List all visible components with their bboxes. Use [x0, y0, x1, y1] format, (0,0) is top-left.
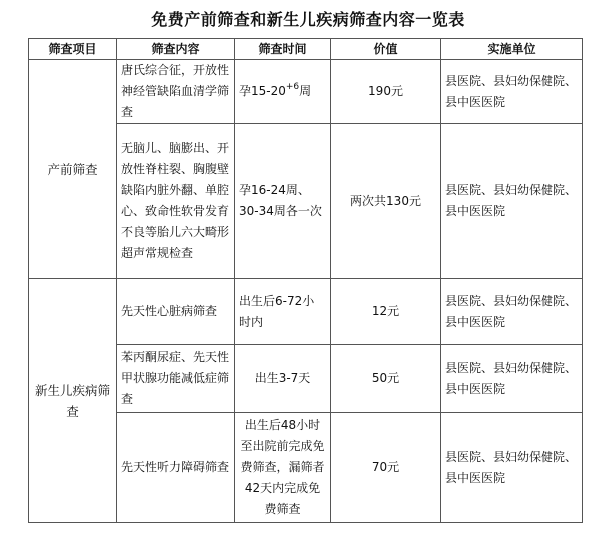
table-row	[29, 279, 583, 345]
document-title: 免费产前筛查和新生儿疾病筛查内容一览表	[151, 10, 465, 29]
screening-value: 190元	[331, 60, 441, 124]
implementing-unit: 县医院、县妇幼保健院、县中医医院	[441, 413, 583, 523]
screening-time: 孕16-24周、30-34周各一次	[235, 124, 331, 279]
implementing-unit: 县医院、县妇幼保健院、县中医医院	[441, 124, 583, 279]
header-content: 筛查内容	[117, 39, 235, 60]
screening-value: 50元	[331, 345, 441, 413]
header-row	[29, 39, 583, 60]
implementing-unit: 县医院、县妇幼保健院、县中医医院	[441, 60, 583, 124]
group-name-prenatal: 产前筛查	[29, 60, 117, 279]
screening-content: 苯丙酮尿症、先天性甲状腺功能减低症筛查	[117, 345, 235, 413]
screening-time	[235, 60, 331, 124]
screening-time: 出生后48小时至出院前完成免费筛查，漏筛者42天内完成免费筛查	[235, 413, 331, 523]
header-value: 价值	[331, 39, 441, 60]
screening-content: 唐氏综合征，开放性神经管缺陷血清学筛查	[117, 60, 235, 124]
screening-value: 12元	[331, 279, 441, 345]
screening-value: 两次共130元	[331, 124, 441, 279]
time-superscript: +6	[285, 82, 300, 92]
screening-content: 先天性心脏病筛查	[117, 279, 235, 345]
screening-time: 出生3-7天	[235, 345, 331, 413]
time-suffix: 周	[299, 84, 312, 98]
header-unit: 实施单位	[441, 39, 583, 60]
header-time: 筛查时间	[235, 39, 331, 60]
implementing-unit: 县医院、县妇幼保健院、县中医医院	[441, 345, 583, 413]
screening-content: 先天性听力障碍筛查	[117, 413, 235, 523]
group-name-newborn: 新生儿疾病筛查	[29, 279, 117, 523]
screening-table	[28, 38, 583, 523]
implementing-unit: 县医院、县妇幼保健院、县中医医院	[441, 279, 583, 345]
screening-time: 出生后6-72小时内	[235, 279, 331, 345]
screening-value: 70元	[331, 413, 441, 523]
header-project: 筛查项目	[29, 39, 117, 60]
screening-content: 无脑儿、脑膨出、开放性脊柱裂、胸腹壁缺陷内脏外翻、单腔心、致命性软骨发育不良等胎儿六大畸形超声常规检查	[117, 124, 235, 279]
table-row	[29, 60, 583, 124]
time-main: 孕15-20	[239, 84, 286, 98]
